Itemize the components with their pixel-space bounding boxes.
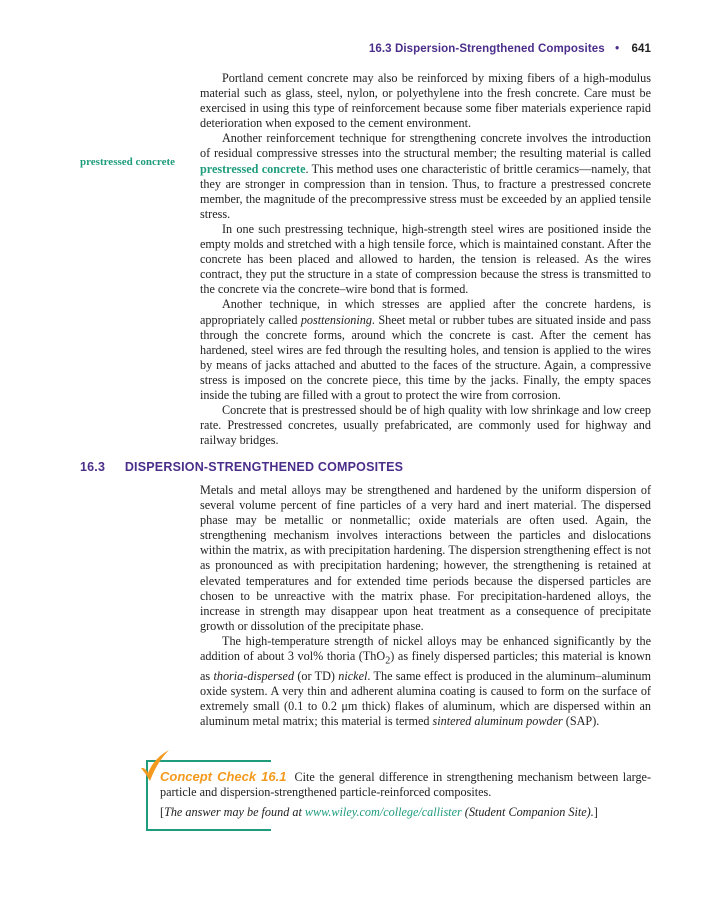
running-head — [200, 43, 651, 55]
paragraph: Portland cement concrete may also be reinforced by mixing fibers of a high-modulus material such as glass, steel, nylon, or polyethylene into the fresh concrete. Care must be exercised in using this type of reinforcement because some fiber materials experience rapid deterioration when exposed to the cement environment. — [200, 71, 651, 131]
paragraph: Another technique, in which stresses are applied after the concrete hardens, is appropriately called posttensioning. Sheet metal or rubber tubes are situated inside and pass through the concrete forms, around which the concrete is cast. After the cement has hardened, steel wires are fed through the resulting holes, and tension is applied to the wires by means of jacks attached and abutted to the faces of the structure. Again, a compressive stress is imposed on the concrete piece, this time by the jacks. Finally, the empty spaces inside the tubing are filled with a grout to protect the wire from corrosion. — [200, 297, 651, 402]
running-head-separator: • — [615, 43, 620, 55]
page-number: 641 — [631, 43, 651, 55]
running-head-section: 16.3 — [368, 43, 392, 55]
margin-note-prestressed-concrete: prestressed concrete — [80, 156, 175, 168]
concept-check-answer: [The answer may be found at www.wiley.com/college/callister (Student Companion Site).] — [160, 805, 598, 819]
running-head-title: Dispersion-Strengthened Composites — [394, 43, 605, 55]
italic-term: sintered aluminum powder — [432, 713, 563, 728]
italic-term: nickel — [338, 668, 368, 683]
body-text-block-2 — [200, 483, 651, 729]
concept-box-rule-bottom — [146, 829, 271, 831]
paragraph: The high-temperature strength of nickel alloys may be enhanced significantly by the addition of about 3 vol% thoria (ThO$_2$) as finely dispersed particles; this material is known as thoria-dispersed (or TD) nickel. The same effect is produced in the aluminum–aluminum oxide system. A very thin and adherent alumina coating is caused to form on the surface of extremely small (0.1 to 0.2 μm thick) flakes of aluminum, which are dispersed within an aluminum metal matrix; this material is termed sintered aluminum powder (SAP). — [200, 633, 651, 728]
subscript: 2 — [385, 655, 391, 667]
italic-term: thoria-dispersed — [213, 668, 295, 683]
answer-link[interactable]: www.wiley.com/college/callister — [304, 805, 462, 819]
paragraph: Another reinforcement technique for strengthening concrete involves the introduction of residual compressive stresses into the structural member; the resulting material is called prestressed concrete. This method uses one characteristic of brittle ceramics—namely, that they are stronger in compression than in tension. Thus, to fracture a prestressed concrete member, the magnitude of the precompressive stress must be exceeded by an applied tensile stress. — [200, 131, 651, 221]
paragraph: Metals and metal alloys may be strengthened and hardened by the uniform dispersion of several volume percent of fine particles of a very hard and inert material. The dispersed phase may be metallic or nonmetallic; oxide materials are often used. Again, the strengthening mechanism involves interactions between the particles and dislocations within the matrix, as with precipitation hardening. The dispersion strengthening effect is not as pronounced as with precipitation hardening; however, the strengthening is retained at elevated temperatures and for extended time periods because the dispersed particles are chosen to be unreactive with the matrix phase. For precipitation-hardened alloys, the increase in strength may disappear upon heat treatment as a consequence of precipitate growth or dissolution of the precipitate phase. — [200, 483, 651, 633]
body-text-block-1 — [200, 71, 651, 448]
section-heading — [80, 460, 403, 474]
section-number: 16.3 — [80, 460, 106, 474]
italic-term-posttensioning: posttensioning — [300, 312, 372, 327]
key-term-prestressed-concrete: prestressed concrete — [200, 161, 306, 176]
concept-check-question: Cite the general difference in strengthening mechanism between large-particle and dispersion-strengthened particle-reinforced composites. — [160, 770, 651, 800]
concept-check — [160, 769, 651, 800]
paragraph: Concrete that is prestressed should be of high quality with low shrinkage and low creep rate. Prestressed concretes, usually prefabricated, are commonly used for highway and railway bridges. — [200, 403, 651, 448]
paragraph: In one such prestressing technique, high-strength steel wires are positioned inside the empty molds and stretched with a high tensile force, which is maintained constant. After the concrete has been placed and allowed to harden, the tension is released. As the wires contract, they put the structure in a state of compression because the stress is transmitted to the concrete via the concrete–wire bond that is formed. — [200, 221, 651, 297]
answer-prefix: The answer may be found at — [164, 805, 305, 819]
concept-check-title: Concept Check 16.1 — [160, 769, 287, 784]
answer-suffix: (Student Companion Site). — [461, 805, 594, 819]
section-title: DISPERSION-STRENGTHENED COMPOSITES — [124, 460, 404, 474]
